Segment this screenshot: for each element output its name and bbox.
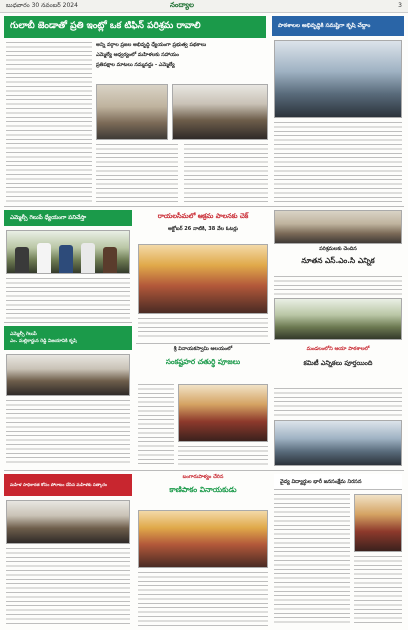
lead-photo-2	[172, 84, 268, 140]
right-top-headline: పాఠశాలల అభివృద్ధికి సమష్టిగా కృషి చేద్దాం	[278, 23, 371, 29]
center-bottom-photo	[138, 510, 268, 568]
left-mid-headline: ఎమ్మెల్సీ గెలుపే ధ్యేయంగా పనిచేస్తా	[10, 215, 87, 221]
divider-center	[136, 343, 270, 344]
right-bottom-banner	[274, 474, 402, 490]
center-bottom-headline: కాణిపాకం వినాయకుడు	[169, 485, 237, 494]
center-low-body-right	[178, 446, 268, 466]
left-low-banner	[4, 326, 132, 350]
center-low-headline: సంకష్టహర చతుర్థి పూజలు	[165, 357, 241, 366]
right-mid-kicker: పరిశ్రమలకు చెందిన	[319, 246, 357, 252]
right-bottom-photo	[354, 494, 402, 552]
left-mid-body	[6, 278, 130, 320]
right-mid-head-block	[274, 246, 402, 274]
right-top-body	[274, 122, 402, 202]
page-number: 3	[398, 2, 402, 9]
lead-photo-1	[96, 84, 168, 140]
lead-headline: గులాబీ జెండాతో ప్రతి ఇంట్లో ఒక టిఫిన్ పరిశ్రమ రావాలి	[10, 21, 201, 31]
right-top-banner	[272, 16, 404, 36]
left-mid-photo	[6, 230, 130, 274]
center-low-head-block	[136, 346, 270, 380]
center-low-kicker: శ్రీ వినాయకస్వామి ఆలయంలో	[173, 346, 233, 352]
left-low-kicker: ఎమ్మెల్సీ గెలుపే	[10, 331, 37, 337]
lead-sub-1: అన్ని వర్గాల ప్రజల అభివృద్ధి ధ్యేయంగా ప్రభుత్వ పథకాలు	[96, 42, 207, 48]
left-bottom-headline: మహిళ సాధికారత కోసం పోరాటం చేసిన మహిళకు సత్కారం	[10, 482, 107, 487]
right-bottom-body-right	[354, 556, 402, 626]
lead-headline-banner	[4, 16, 266, 38]
center-mid-headline: రాయలసీమలో ఆక్రమ పాలనకు చెక్	[157, 212, 249, 220]
left-low-body	[6, 400, 130, 466]
center-bottom-body	[138, 572, 268, 626]
page-header-bar	[0, 0, 408, 13]
lead-body-col-3	[184, 144, 268, 202]
right-low-headline: కమిటీ ఎన్నికలు పూర్తయింది	[303, 359, 373, 367]
left-mid-banner	[4, 210, 132, 226]
center-low-photo	[178, 384, 268, 442]
lead-sub-2: ఎమ్మెల్యే ఆధ్వర్యంలో మహిళలకు సహాయం	[96, 52, 179, 58]
right-bottom-headline: వైద్య విద్యార్థుల భారీ జనసంక్షేమ నిరసన	[280, 478, 362, 485]
right-bottom-body-left	[274, 494, 350, 626]
right-mid-photo	[274, 298, 402, 340]
masthead: నంద్యాల	[170, 1, 194, 9]
center-bottom-kicker: బంగారుపాళ్యం చేరిన	[182, 474, 224, 480]
center-mid-photo	[138, 244, 268, 314]
right-top-photo	[274, 40, 402, 118]
lead-sub-3: ప్రతిపక్షాల మాటలు నమ్మవద్దు - ఎమ్మెల్యే	[96, 62, 175, 68]
issue-date: బుధవారం 30 నవంబర్ 2024	[6, 2, 78, 9]
right-low-body	[274, 388, 402, 418]
center-low-body-left	[138, 384, 174, 466]
right-mid-body	[274, 276, 402, 296]
center-mid-subline: అక్టోబర్ 26 నాటికి, 38 వేల ఓటర్లు	[167, 226, 239, 232]
center-mid-body	[138, 318, 268, 340]
left-bottom-photo	[6, 500, 130, 544]
lead-body-col-1	[6, 42, 92, 202]
left-bottom-body	[6, 548, 130, 626]
left-low-headline: ఎం. మల్లికార్జున రెడ్డి విజయానికి కృషి	[10, 338, 77, 344]
divider-left-mid	[4, 322, 132, 323]
right-mid-photo-small	[274, 210, 402, 244]
center-bottom-head-block	[136, 474, 270, 506]
left-low-photo	[6, 354, 130, 396]
right-low-photo	[274, 420, 402, 466]
right-low-kicker: మండలంలోని ఆయా పాఠశాలలో	[306, 346, 370, 352]
right-mid-headline: నూతన ఎస్.ఎం.సి ఎన్నిక	[301, 256, 375, 265]
left-bottom-banner	[4, 474, 132, 496]
divider-upper	[4, 206, 404, 207]
lead-body-col-2	[96, 144, 178, 202]
lead-sub-headlines	[96, 42, 268, 82]
divider-lower	[4, 470, 404, 471]
right-low-head-block	[274, 344, 402, 384]
center-mid-head-block	[136, 210, 270, 242]
